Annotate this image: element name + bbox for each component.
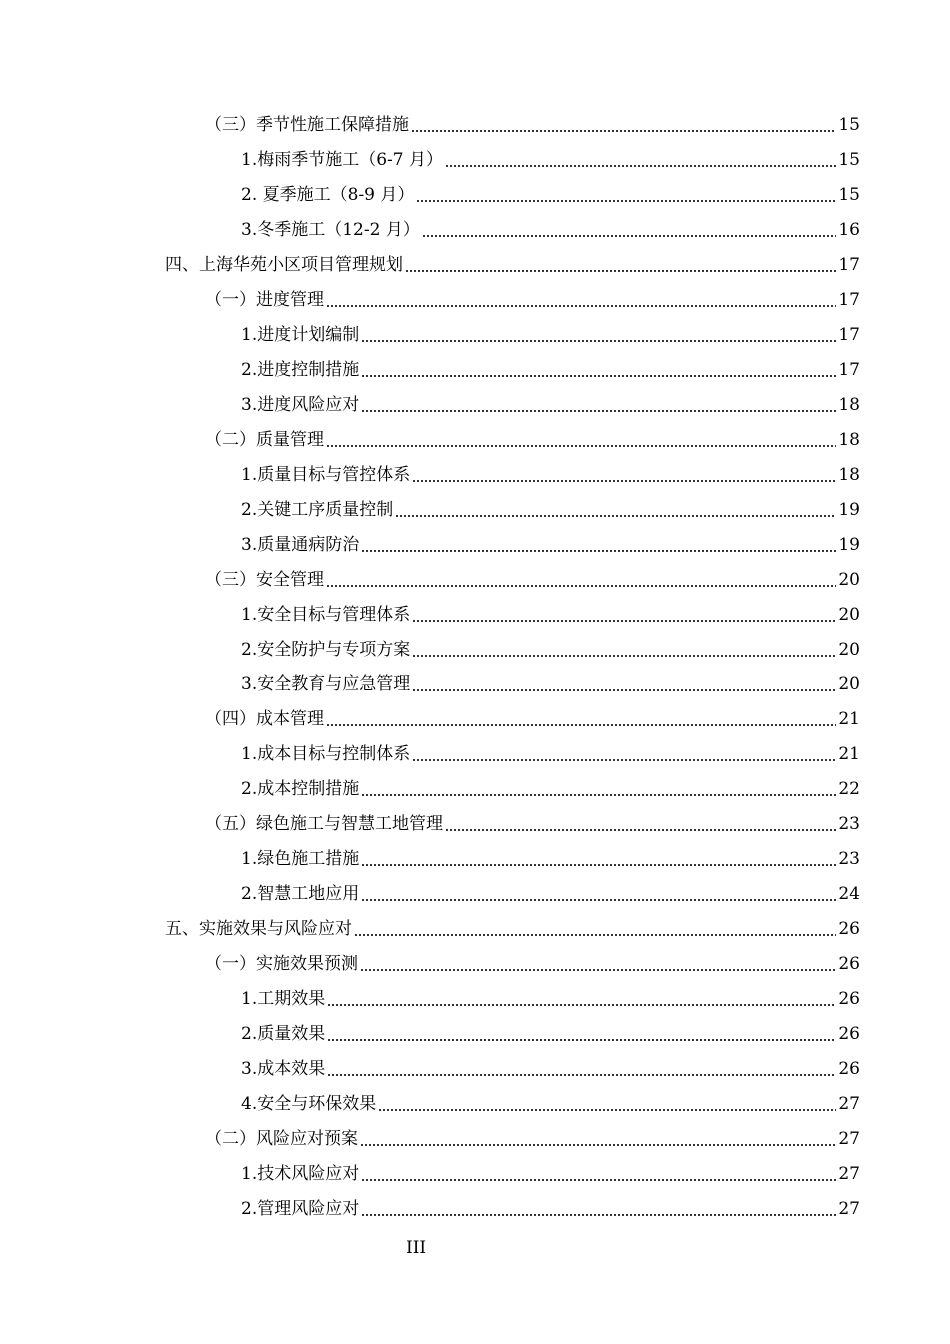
toc-entry-title: 2. 夏季施工（8-9 月） [241,185,415,206]
toc-entry[interactable] [0,772,950,807]
dot-leader [416,200,836,202]
toc-entry[interactable] [0,388,950,423]
toc-entry-title: （一）实施效果预测 [205,953,358,974]
dot-leader [327,1004,836,1006]
toc-entry[interactable] [0,1121,950,1156]
dot-leader [326,724,836,726]
toc-entry[interactable] [0,213,950,248]
dot-leader [412,759,836,761]
toc-entry-title: 1.绿色施工措施 [241,849,360,870]
toc-entry-page: 20 [838,639,860,660]
toc-entry[interactable] [0,667,950,702]
toc-entry-page: 26 [838,988,860,1009]
toc-entry-title: 2.管理风险应对 [241,1198,360,1219]
toc-entry[interactable] [0,283,950,318]
toc-entry-page: 26 [838,1023,860,1044]
toc-entry-page: 17 [838,290,860,311]
toc-entry-page: 26 [838,1058,860,1079]
dot-leader [327,1074,836,1076]
toc-entry-page: 21 [838,744,860,765]
table-of-contents [0,108,950,1226]
dot-leader [360,969,836,971]
toc-entry[interactable] [0,143,950,178]
dot-leader [395,515,836,517]
toc-entry-title: 2.安全防护与专项方案 [241,639,411,660]
toc-entry-page: 19 [838,499,860,520]
toc-entry-title: 3.冬季施工（12-2 月） [241,220,420,241]
toc-entry[interactable] [0,877,950,912]
toc-entry-page: 27 [838,1163,860,1184]
toc-entry-title: 4.安全与环保效果 [241,1093,377,1114]
dot-leader [445,829,836,831]
toc-entry[interactable] [0,1051,950,1086]
toc-entry[interactable] [0,632,950,667]
dot-leader [354,934,836,936]
toc-entry[interactable] [0,527,950,562]
toc-entry-title: （四）成本管理 [205,709,324,730]
toc-entry-page: 24 [838,884,860,905]
toc-entry-page: 17 [838,360,860,381]
toc-entry-page: 18 [838,394,860,415]
toc-entry-title: 2.智慧工地应用 [241,884,360,905]
toc-entry-page: 20 [838,604,860,625]
toc-entry-title: （一）进度管理 [205,290,324,311]
toc-entry-title: 2.进度控制措施 [241,360,360,381]
toc-entry-title: 1.进度计划编制 [241,325,360,346]
toc-entry[interactable] [0,981,950,1016]
toc-entry-title: 五、实施效果与风险应对 [165,919,352,940]
toc-entry-title: 3.进度风险应对 [241,394,360,415]
toc-entry[interactable] [0,1016,950,1051]
page-number: III [406,1238,427,1258]
toc-entry[interactable] [0,737,950,772]
toc-entry-page: 27 [838,1093,860,1114]
toc-entry-title: 2.成本控制措施 [241,779,360,800]
toc-entry-title: 2.关键工序质量控制 [241,499,394,520]
dot-leader [405,270,836,272]
toc-entry-title: 1.工期效果 [241,988,326,1009]
toc-entry[interactable] [0,353,950,388]
toc-entry-page: 20 [838,569,860,590]
toc-entry[interactable] [0,108,950,143]
toc-entry-title: 3.成本效果 [241,1058,326,1079]
toc-entry-page: 26 [838,919,860,940]
dot-leader [361,550,836,552]
toc-entry-title: （二）质量管理 [205,429,324,450]
toc-entry[interactable] [0,807,950,842]
dot-leader [361,794,836,796]
dot-leader [361,899,836,901]
toc-entry-page: 23 [838,814,860,835]
dot-leader [361,1214,836,1216]
dot-leader [422,235,836,237]
toc-entry[interactable] [0,1191,950,1226]
toc-entry-title: 四、上海华苑小区项目管理规划 [165,255,403,276]
dot-leader [412,620,836,622]
toc-entry[interactable] [0,457,950,492]
toc-entry-page: 21 [838,709,860,730]
toc-entry-title: （三）安全管理 [205,569,324,590]
toc-entry[interactable] [0,1086,950,1121]
toc-entry[interactable] [0,912,950,947]
toc-entry-page: 15 [838,185,860,206]
toc-entry-page: 17 [838,325,860,346]
toc-entry-page: 16 [838,220,860,241]
toc-entry-page: 18 [838,429,860,450]
dot-leader [326,445,836,447]
dot-leader [361,375,836,377]
toc-entry-title: 1.安全目标与管理体系 [241,604,411,625]
toc-entry[interactable] [0,318,950,353]
dot-leader [445,165,836,167]
dot-leader [412,480,836,482]
toc-entry[interactable] [0,1156,950,1191]
dot-leader [412,655,836,657]
toc-entry-title: 1.成本目标与控制体系 [241,744,411,765]
toc-entry-title: （五）绿色施工与智慧工地管理 [205,814,443,835]
toc-entry-page: 23 [838,849,860,870]
toc-entry-page: 17 [838,255,860,276]
dot-leader [361,864,836,866]
toc-entry[interactable] [0,947,950,982]
toc-entry[interactable] [0,842,950,877]
toc-entry-title: 1.梅雨季节施工（6-7 月） [241,150,443,171]
toc-entry[interactable] [0,562,950,597]
toc-entry-title: 2.质量效果 [241,1023,326,1044]
dot-leader [327,1039,836,1041]
dot-leader [361,410,836,412]
dot-leader [326,305,836,307]
dot-leader [326,585,836,587]
dot-leader [412,689,836,691]
toc-entry[interactable] [0,597,950,632]
toc-entry[interactable] [0,422,950,457]
toc-entry-page: 22 [838,779,860,800]
dot-leader [360,1144,836,1146]
dot-leader [361,1179,836,1181]
dot-leader [378,1109,836,1111]
dot-leader [361,340,836,342]
toc-entry[interactable] [0,492,950,527]
toc-entry-page: 19 [838,534,860,555]
toc-entry[interactable] [0,178,950,213]
toc-entry-page: 15 [838,150,860,171]
toc-entry-title: 3.安全教育与应急管理 [241,674,411,695]
toc-entry-page: 15 [838,115,860,136]
toc-entry-page: 18 [838,464,860,485]
toc-entry[interactable] [0,702,950,737]
toc-entry[interactable] [0,248,950,283]
toc-entry-title: （三）季节性施工保障措施 [205,115,409,136]
toc-entry-title: 1.技术风险应对 [241,1163,360,1184]
toc-entry-title: 1.质量目标与管控体系 [241,464,411,485]
toc-entry-page: 26 [838,953,860,974]
toc-entry-page: 20 [838,674,860,695]
dot-leader [411,130,836,132]
toc-entry-page: 27 [838,1128,860,1149]
toc-entry-title: 3.质量通病防治 [241,534,360,555]
toc-entry-page: 27 [838,1198,860,1219]
toc-entry-title: （二）风险应对预案 [205,1128,358,1149]
